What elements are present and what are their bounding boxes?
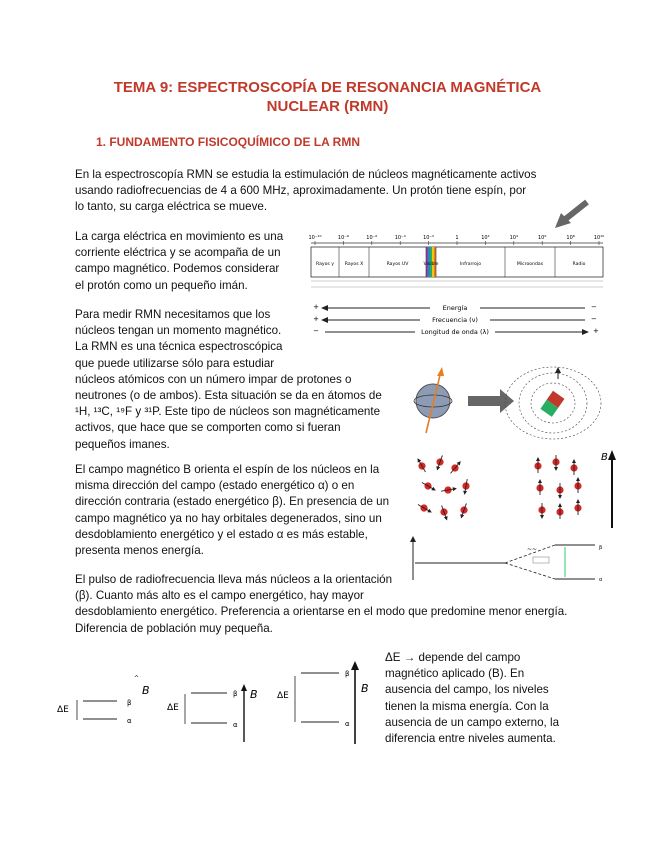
text-line: La carga eléctrica en movimiento es una	[75, 230, 284, 243]
nucleus-spin-icon	[434, 454, 446, 471]
exponent-label: 10⁻⁸	[337, 235, 349, 241]
text-line: ausencia de un campo externo, la	[385, 715, 560, 729]
svg-text:+: +	[313, 315, 319, 323]
random-spins	[414, 454, 470, 521]
energy-diagram-low-field	[57, 675, 150, 725]
beta-label: β	[599, 545, 603, 551]
text-line: El pulso de radiofrecuencia lleva más núcleos a la orientación	[75, 573, 393, 586]
text-line: dirección contraria (estado energético β). En presencia de un	[75, 495, 390, 509]
nucleus-spin-icon	[538, 503, 545, 519]
text-line: núcleos tengan un momento magnético.	[75, 324, 282, 338]
energy-diagram-high-field	[277, 661, 369, 744]
text-line: neutrones (o de ambos). Esta situación se da en átomos de	[75, 389, 382, 403]
text-line: (β). Cuanto más alto es el campo energético, hay mayor	[75, 589, 364, 603]
nucleus-spin-icon	[556, 483, 563, 499]
text-line: presenta menos energía.	[75, 544, 204, 558]
text-line: En la espectroscopía RMN se estudia la estimulación de núcleos magnéticamente activos	[75, 168, 537, 181]
alpha-label: α	[599, 577, 603, 583]
section-heading: 1. FUNDAMENTO FISICOQUÍMICO DE LA RMN	[96, 135, 360, 149]
exponent-label: 10⁸	[566, 235, 575, 241]
text-line: ¹H, ¹³C, ¹⁹F y ³¹P. Este tipo de núcleos son magnéticamente	[75, 405, 381, 419]
text-line: magnético aplicado (B). En	[385, 667, 525, 681]
svg-text:+: +	[313, 303, 319, 311]
page-title-line2: NUCLEAR (RMN)	[266, 98, 389, 115]
proton-magnet-figure	[408, 365, 608, 445]
nucleus-spin-icon	[420, 479, 437, 493]
band-label: Rayos γ	[315, 262, 335, 267]
text-line: corriente eléctrica y se acompaña de un	[75, 246, 281, 260]
right-arrow-icon	[468, 389, 514, 413]
nucleus-spin-icon	[536, 479, 543, 495]
nucleus-spin-icon	[574, 477, 581, 493]
exponent-label: 10¹⁰	[593, 235, 605, 241]
field-arrow	[601, 450, 616, 528]
text-line: usando radiofrecuencias de 4 a 600 MHz, aproximadamente. Un protón tiene espín, por	[75, 184, 527, 198]
band-label: Rayos X	[344, 262, 364, 267]
exponent-label: 10⁻⁴	[394, 235, 406, 241]
text-line: desdoblamiento energético. Preferencia a orientarse en el modo que predomine menor energía.	[75, 605, 568, 619]
field-label: B	[250, 688, 258, 701]
exponent-label: 10⁴	[509, 235, 518, 241]
exponent-labels	[308, 235, 604, 245]
nucleus-spin-icon	[440, 485, 457, 495]
nucleus-spin-icon	[574, 499, 581, 515]
paragraph-charge	[75, 229, 305, 294]
svg-text:^: ^	[134, 675, 140, 682]
exponent-label: 10⁶	[538, 235, 547, 241]
text-line: El campo magnético B orienta el espín de los núcleos en la	[75, 463, 380, 476]
text-line: pequeños imanes.	[75, 437, 170, 451]
aligned-spins	[534, 455, 581, 519]
field-label: B	[601, 452, 608, 463]
energy-label: Energía	[442, 304, 468, 312]
band-label: Microondas	[516, 262, 544, 267]
energy-splitting-figure	[405, 535, 605, 585]
nucleus-spin-icon	[552, 455, 559, 471]
text-line: ΔE → depende del campo	[385, 651, 521, 664]
text-line: Diferencia de población muy pequeña.	[75, 621, 273, 635]
text-line: el protón como un pequeño imán.	[75, 278, 248, 292]
text-line: ausencia del campo, los niveles	[385, 683, 549, 697]
alpha-label: α	[233, 721, 238, 729]
text-line: La RMN es una técnica espectroscópica	[75, 340, 283, 354]
exponent-label: 10²	[481, 235, 490, 241]
svg-text:−: −	[591, 315, 597, 323]
text-line: tienen la misma energía. Con la	[385, 699, 549, 713]
alpha-label: α	[345, 720, 350, 728]
band-label: Radio	[572, 262, 586, 267]
electromagnetic-spectrum-figure	[305, 197, 610, 345]
frequency-label: Frecuencia (ν)	[432, 316, 478, 324]
exponent-label: 1	[455, 235, 459, 241]
band-label: Rayos UV	[386, 262, 409, 267]
page-title: TEMA 9: ESPECTROSCOPÍA DE RESONANCIA MAGNÉTICA	[113, 79, 542, 96]
wavelength-legend	[313, 327, 599, 336]
band-label: Infrarrojo	[459, 262, 482, 267]
spin-orientation-figure	[410, 448, 620, 530]
delta-e-label: ΔE	[167, 703, 179, 713]
delta-e-label: ΔE	[57, 705, 69, 715]
text-line: desdoblamiento energético y el estado α es más estable,	[75, 527, 368, 541]
energy-diagram-medium-field	[167, 684, 258, 742]
text-line: campo magnético ya no hay orbitales degenerados, sino un	[75, 511, 382, 525]
energy-legend	[313, 303, 597, 312]
text-line: campo magnético. Podemos considerar	[75, 262, 280, 276]
delta-e-label: ΔE	[277, 691, 289, 701]
text-line: diferencia entre niveles aumenta.	[385, 732, 556, 746]
svg-text:−: −	[313, 327, 319, 335]
text-line: misma dirección del campo (estado energético α) o en	[75, 479, 355, 493]
nucleus-spin-icon	[534, 457, 541, 473]
wavelength-label: Longitud de onda (λ)	[421, 328, 489, 336]
svg-text:+: +	[593, 327, 599, 335]
frequency-legend	[313, 315, 597, 324]
text-line: que puede utilizarse sólo para estudiar	[75, 356, 275, 370]
energy-level-diagrams	[55, 660, 375, 750]
nucleus-spin-icon	[458, 502, 470, 519]
nucleus-spin-icon	[570, 459, 577, 475]
exponent-label: 10⁻⁶	[366, 235, 378, 241]
nucleus-spin-icon	[414, 456, 428, 473]
nucleus-spin-icon	[448, 459, 464, 476]
svg-text:−: −	[591, 303, 597, 311]
exponent-label: 10⁻¹⁰	[308, 235, 322, 241]
beta-label: β	[345, 670, 350, 678]
nucleus-spin-icon	[438, 504, 450, 521]
nucleus-spin-icon	[556, 503, 563, 519]
text-line: núcleos atómicos con un número impar de protones o	[75, 372, 352, 386]
text-line: activos, que hace que se comporten como si fueran	[75, 421, 341, 435]
paragraph-delta	[385, 650, 585, 747]
field-label: B	[361, 682, 369, 695]
pulse-icon: ~~	[527, 546, 538, 553]
beta-label: β	[127, 699, 132, 707]
text-line: lo tanto, su carga eléctrica se mueve.	[75, 200, 268, 214]
bar-magnet-icon	[505, 367, 601, 439]
spinning-proton-icon	[414, 367, 452, 433]
field-label: B	[142, 684, 150, 697]
beta-label: β	[233, 690, 238, 698]
nucleus-spin-icon	[461, 478, 471, 495]
paragraph-field	[75, 462, 415, 559]
arrow-pointer-icon	[555, 202, 587, 228]
text-line: Para medir RMN necesitamos que los	[75, 308, 271, 321]
exponent-label: 10⁻²	[423, 235, 435, 241]
nucleus-spin-icon	[416, 501, 433, 515]
band-label: Visible	[423, 262, 439, 267]
alpha-label: α	[127, 717, 132, 725]
